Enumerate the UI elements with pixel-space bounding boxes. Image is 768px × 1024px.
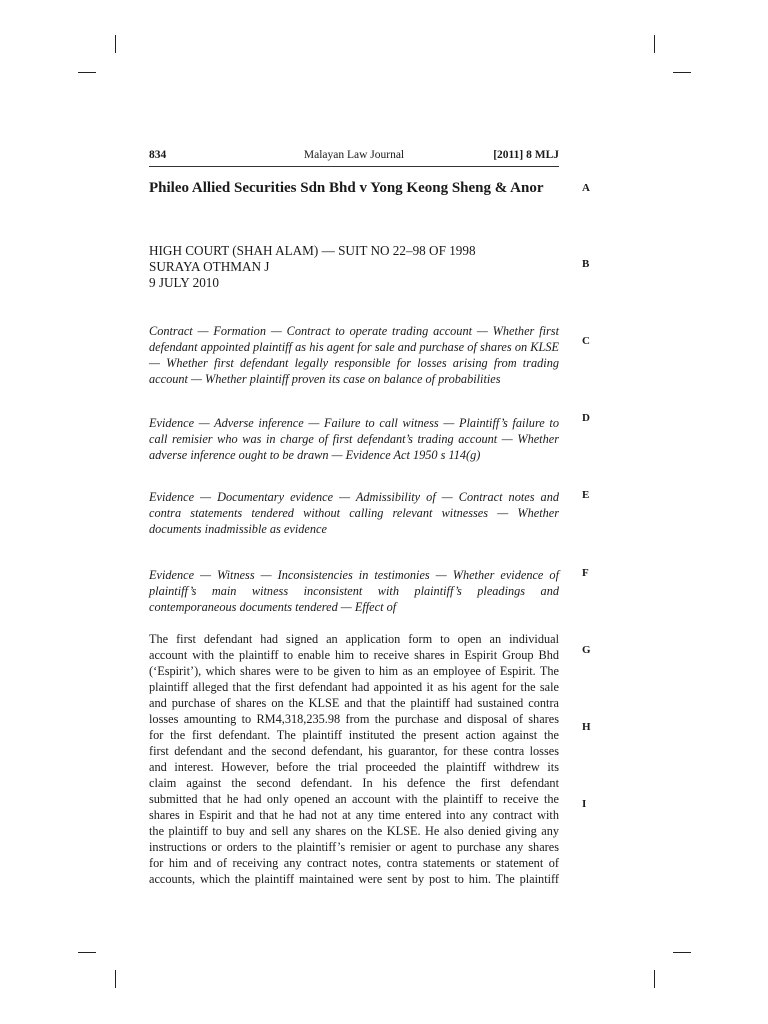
catchword-paragraph: Evidence — Documentary evidence — Admissibility of — Contract notes and contra statements tendered without calling relevant witnesses — Whether documents inadmissible as evidence [149, 490, 559, 536]
running-header [149, 149, 559, 165]
margin-letter: C [582, 335, 590, 347]
crop-mark [115, 970, 116, 988]
body-line: losses amounting to RM4,318,235.98 from the purchase and disposal of shares [149, 712, 559, 727]
margin-letter: G [582, 644, 591, 656]
margin-letter: H [582, 721, 591, 733]
header-rule [149, 166, 559, 167]
crop-mark [654, 35, 655, 53]
body-line: for him and of receiving any contract notes, contra statements or statement of [149, 856, 559, 871]
body-line: (‘Espirit’), which shares were to be given to him as an employee of Espirit. The [149, 664, 559, 679]
margin-letter: F [582, 567, 589, 579]
body-line: submitted that he had only opened an account with the plaintiff to receive the [149, 792, 559, 807]
case-title: Phileo Allied Securities Sdn Bhd v Yong Keong Sheng & Anor [149, 180, 544, 196]
margin-letter: E [582, 489, 590, 501]
margin-letter: D [582, 412, 590, 424]
crop-mark [673, 952, 691, 953]
crop-mark [115, 35, 116, 53]
catchword-paragraph: Evidence — Adverse inference — Failure to call witness — Plaintiff’s failure to call remisier who was in charge of first defendant’s trading account — Whether adverse inference ought to be drawn — Evidence Act 1950 s 114(g) [149, 416, 559, 462]
margin-letter: A [582, 182, 590, 194]
headnote-body [149, 631, 559, 887]
crop-mark [654, 970, 655, 988]
body-line: shares in Espirit and that he had not at any time entered into any contract with [149, 808, 559, 823]
citation: [2011] 8 MLJ [493, 149, 559, 161]
body-line: accounts, which the plaintiff maintained were sent by post to him. The plaintiff [149, 872, 559, 887]
body-line: and interest. However, before the trial proceeded the plaintiff withdrew its [149, 760, 559, 775]
catchword-paragraph: Contract — Formation — Contract to operate trading account — Whether first defendant appointed plaintiff as his agent for sale and purchase of shares on KLSE — Whether first defendant legally responsible for losses arising from trading account — Whether plaintiff proven its case on balance of probabilities [149, 324, 559, 386]
journal-name: Malayan Law Journal [303, 149, 405, 161]
margin-letter: B [582, 258, 590, 270]
crop-mark [673, 72, 691, 73]
court-info [149, 243, 559, 291]
crop-mark [78, 952, 96, 953]
court-line: HIGH COURT (SHAH ALAM) — SUIT NO 22–98 OF 1998 [149, 243, 476, 258]
crop-mark [78, 72, 96, 73]
catchword-paragraph: Evidence — Witness — Inconsistencies in testimonies — Whether evidence of plaintiff’s main witness inconsistent with plaintiff’s pleadings and contemporaneous documents tendered — Effect of [149, 568, 559, 614]
page-number: 834 [149, 149, 167, 161]
body-line: account with the plaintiff to enable him to receive shares in Espirit Group Bhd [149, 648, 559, 663]
date-line: 9 JULY 2010 [149, 275, 219, 290]
body-line: plaintiff alleged that the first defendant had appointed it as his agent for the sale [149, 680, 559, 695]
body-line: instructions or orders to the plaintiff’s remisier or agent to purchase any shares [149, 840, 559, 855]
judge-line: SURAYA OTHMAN J [149, 259, 270, 274]
body-line: The first defendant had signed an application form to open an individual [149, 632, 559, 646]
margin-letter: I [582, 798, 587, 810]
body-line: the plaintiff to buy and sell any shares on the KLSE. He also denied giving any [149, 824, 559, 839]
body-line: first defendant and the second defendant, his guarantor, for these contra losses [149, 744, 559, 759]
body-line: claim against the second defendant. In his defence the first defendant [149, 776, 559, 791]
body-line: and purchase of shares on the KLSE and that the plaintiff had sustained contra [149, 696, 559, 711]
body-line: for the first defendant. The plaintiff instituted the present action against the [149, 728, 559, 743]
